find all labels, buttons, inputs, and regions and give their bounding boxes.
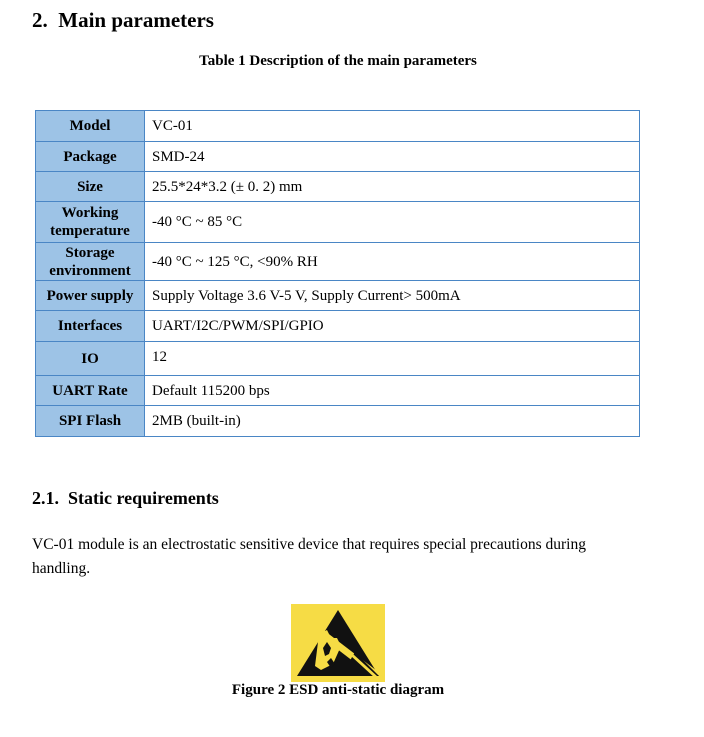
- table-row: [36, 243, 640, 281]
- param-key: Interfaces: [36, 311, 145, 342]
- param-key: UART Rate: [36, 376, 145, 406]
- table-row: [36, 142, 640, 172]
- param-value: Supply Voltage 3.6 V-5 V, Supply Current> 500mA: [145, 281, 640, 311]
- param-key: Power supply: [36, 281, 145, 311]
- table-row: [36, 281, 640, 311]
- param-value: 12: [145, 342, 640, 376]
- table-caption: Table 1 Description of the main parameters: [199, 53, 477, 69]
- param-key: SPI Flash: [36, 406, 145, 437]
- table-row: [36, 172, 640, 202]
- section-heading: 2. Main parameters: [32, 8, 214, 32]
- table-row: [36, 406, 640, 437]
- param-value: -40 °C ~ 125 °C, <90% RH: [145, 243, 640, 281]
- param-value: 25.5*24*3.2 (± 0. 2) mm: [145, 172, 640, 202]
- table-row: [36, 376, 640, 406]
- subsection-heading: 2.1. Static requirements: [32, 488, 219, 508]
- param-key: IO: [36, 342, 145, 376]
- static-requirements-paragraph: VC-01 module is an electrostatic sensitive device that requires special precautions during handling.: [32, 536, 586, 577]
- parameters-table: [35, 110, 640, 437]
- table-row: [36, 311, 640, 342]
- table-row: [36, 202, 640, 243]
- param-key: Size: [36, 172, 145, 202]
- table-row: [36, 342, 640, 376]
- param-value: UART/I2C/PWM/SPI/GPIO: [145, 311, 640, 342]
- param-key: Storage environment: [36, 243, 145, 281]
- param-key: Model: [36, 111, 145, 142]
- param-value: SMD-24: [145, 142, 640, 172]
- esd-warning-icon: [291, 604, 385, 682]
- param-key: Working temperature: [36, 202, 145, 243]
- figure-caption: Figure 2 ESD anti-static diagram: [231, 682, 445, 698]
- param-key: Package: [36, 142, 145, 172]
- param-value: 2MB (built-in): [145, 406, 640, 437]
- table-row: [36, 111, 640, 142]
- param-value: VC-01: [145, 111, 640, 142]
- param-value: Default 115200 bps: [145, 376, 640, 406]
- param-value: -40 °C ~ 85 °C: [145, 202, 640, 243]
